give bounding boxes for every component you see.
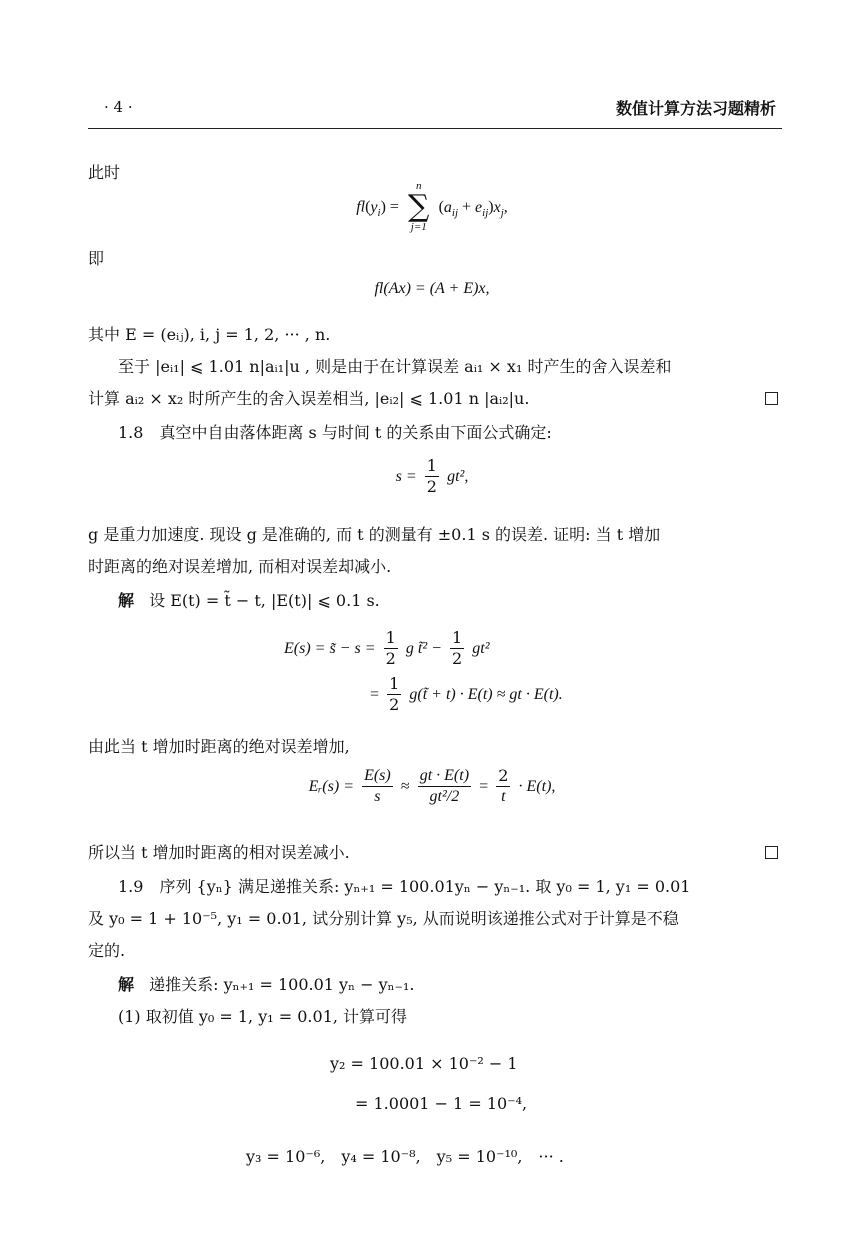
text-zhiyu-1: 至于 |eᵢ₁| ⩽ 1.01 n|aᵢ₁|u , 则是由于在计算误差 aᵢ₁ × x₁ 时产生的舍入误差和: [118, 357, 672, 376]
s-lhs: s =: [395, 468, 417, 485]
text-qizhong: 其中 E = (eᵢⱼ), i, j = 1, 2, ··· , n.: [88, 325, 331, 344]
er-lhs: Eᵣ(s) =: [308, 778, 354, 795]
page-number: · 4 ·: [104, 98, 133, 116]
equation-y2-line1: y₂ = 100.01 × 10⁻² − 1: [330, 1054, 518, 1073]
s-rhs: gt²,: [447, 468, 469, 485]
problem-1-8: 1.8 真空中自由落体距离 s 与时间 t 的关系由下面公式确定:: [118, 423, 552, 442]
equation-es-line1: [284, 628, 490, 669]
es-frac2-den: 2: [452, 649, 463, 668]
solution-label: 解: [118, 591, 135, 610]
problem-1-9-line2: 及 y₀ = 1 + 10⁻⁵, y₁ = 0.01, 试分别计算 y₅, 从而说明该递推公式对于计算是不稳: [88, 909, 679, 928]
sum-lower-limit: j=1: [410, 221, 427, 233]
s-num: 1: [426, 456, 437, 475]
er-f2-den: gt²/2: [429, 788, 460, 805]
solution-1-9-start: [118, 972, 415, 995]
es2-frac: [387, 674, 401, 715]
text-ji: 即: [88, 249, 105, 268]
text-zhiyu-2: 计算 aᵢ₂ × x₂ 时所产生的舍入误差相当, |eᵢ₂| ⩽ 1.01 n |aᵢ₂|u.: [88, 389, 530, 408]
solution-1-8-start: [118, 588, 380, 611]
er-frac1: [362, 766, 393, 807]
problem-1-9-line3: 定的.: [88, 941, 126, 960]
sum-symbol: n ∑ j=1: [408, 180, 430, 233]
text-cishi: 此时: [88, 163, 121, 182]
es-frac1: [384, 628, 398, 669]
solution-1-9-body: 递推关系: yₙ₊₁ = 100.01 yₙ − yₙ₋₁.: [149, 975, 415, 994]
text-g-1: g 是重力加速度. 现设 g 是准确的, 而 t 的测量有 ±0.1 s 的误差. 证明: 当 t 增加: [88, 525, 661, 544]
equation-y3-y5: y₃ = 10⁻⁶, y₄ = 10⁻⁸, y₅ = 10⁻¹⁰, ··· .: [246, 1147, 564, 1166]
es-frac2-num: 1: [452, 628, 463, 647]
er-f3-den: t: [501, 788, 506, 805]
sum-upper-limit: n: [416, 180, 422, 192]
equation-er: [0, 766, 864, 807]
equation-fl-yi: $fl(y_i)$ = n ∑ j=1 $(a_{ij} + e_{ij})x_j$,: [356, 180, 508, 233]
er-f1-num: E(s): [362, 766, 393, 787]
es2-eq: =: [370, 686, 380, 703]
er-f3-num: 2: [498, 766, 509, 785]
er-f1-den: s: [374, 788, 381, 805]
equation-fl-ax: fl(Ax) = (A + E)x,: [374, 280, 490, 297]
es-lhs: E(s) = s̃ − s =: [284, 640, 376, 657]
es-frac2: [450, 628, 464, 669]
solution-1-8-body: 设 E(t) = t̃ − t, |E(t)| ⩽ 0.1 s.: [149, 591, 380, 610]
qed-box: [765, 846, 778, 859]
er-frac3: [496, 766, 510, 807]
page-header: [88, 92, 782, 129]
qed-box: [765, 392, 778, 405]
es-mid: g t̃² −: [405, 640, 442, 657]
es-end: gt²: [472, 640, 490, 657]
er-approx: ≈: [400, 778, 410, 795]
s-den: 2: [426, 477, 437, 496]
er-f2-num: gt · E(t): [418, 766, 471, 787]
equation-y2-line2: = 1.0001 − 1 = 10⁻⁴,: [355, 1094, 528, 1113]
er-frac2: [418, 766, 471, 807]
es-frac1-num: 1: [385, 628, 396, 647]
text-case-1: (1) 取初值 y₀ = 1, y₁ = 0.01, 计算可得: [118, 1007, 408, 1026]
es2-num: 1: [389, 674, 400, 693]
problem-1-9-line1: 1.9 序列 {yₙ} 满足递推关系: yₙ₊₁ = 100.01yₙ − yₙ₋₁. 取 y₀ = 1, y₁ = 0.01: [118, 877, 691, 896]
equation-es-line2: [370, 674, 563, 715]
equation-s-formula: [0, 456, 864, 497]
text-suoyi: 所以当 t 增加时距离的相对误差减小.: [88, 843, 350, 862]
es-frac1-den: 2: [385, 649, 396, 668]
er-eq: =: [479, 778, 489, 795]
er-end: · E(t),: [518, 778, 556, 795]
book-title: 数值计算方法习题精析: [615, 99, 776, 118]
fraction-half: [425, 456, 439, 497]
text-g-2: 时距离的绝对误差增加, 而相对误差却减小.: [88, 557, 392, 576]
text-youci: 由此当 t 增加时距离的绝对误差增加,: [88, 737, 350, 756]
es2-den: 2: [389, 695, 400, 714]
solution-label: 解: [118, 975, 135, 994]
es2-rhs: g(t̃ + t) · E(t) ≈ gt · E(t).: [409, 686, 563, 703]
